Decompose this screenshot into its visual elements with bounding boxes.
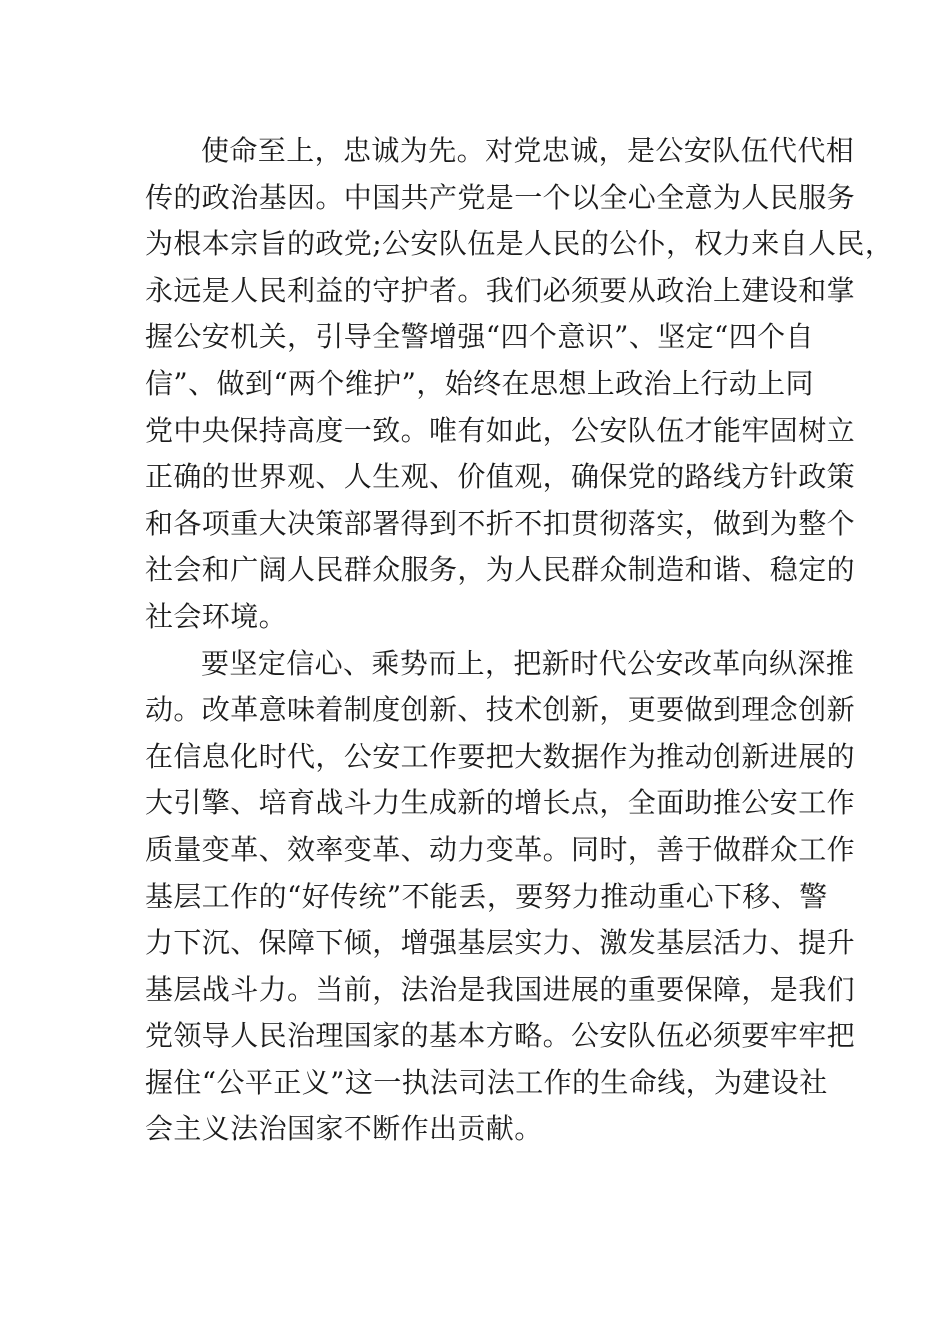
paragraph-line: 要坚定信心、乘势而上，把新时代公安改革向纵深推 bbox=[201, 646, 855, 680]
paragraph-line: 大引擎、培育战斗力生成新的增长点，全面助推公安工作 bbox=[145, 786, 856, 820]
paragraph-line: 正确的世界观、人生观、价值观，确保党的路线方针政策 bbox=[145, 460, 856, 494]
paragraph-line: 信”、做到“两个维护”，始终在思想上政治上行动上同 bbox=[145, 366, 814, 400]
paragraph-line: 握住“公平正义”这一执法司法工作的生命线，为建设社 bbox=[145, 1065, 828, 1099]
paragraph-line: 力下沉、保障下倾，增强基层实力、激发基层活力、提升 bbox=[145, 926, 856, 960]
paragraph-line: 党中央保持高度一致。唯有如此，公安队伍才能牢固树立 bbox=[145, 413, 856, 447]
paragraph-line: 基层战斗力。当前，法治是我国进展的重要保障，是我们 bbox=[145, 972, 856, 1006]
paragraph-line: 动。改革意味着制度创新、技术创新，更要做到理念创新 bbox=[145, 693, 856, 727]
paragraph-line: 社会和广阔人民群众服务，为人民群众制造和谐、稳定的 bbox=[145, 553, 856, 587]
paragraph-loyalty bbox=[145, 128, 894, 641]
paragraph-line: 基层工作的“好传统”不能丢，要努力推动重心下移、警 bbox=[145, 879, 828, 913]
paragraph-line: 永远是人民利益的守护者。我们必须要从政治上建设和掌 bbox=[145, 273, 856, 307]
document-body bbox=[145, 128, 894, 1153]
paragraph-line: 和各项重大决策部署得到不折不扣贯彻落实，做到为整个 bbox=[145, 506, 856, 540]
paragraph-line: 传的政治基因。中国共产党是一个以全心全意为人民服务 bbox=[145, 180, 856, 214]
paragraph-line: 社会环境。 bbox=[145, 599, 288, 633]
paragraph-line: 在信息化时代，公安工作要把大数据作为推动创新进展的 bbox=[145, 739, 856, 773]
paragraph-reform bbox=[145, 641, 856, 1154]
paragraph-line: 党领导人民治理国家的基本方略。公安队伍必须要牢牢把 bbox=[145, 1019, 856, 1053]
paragraph-line: 为根本宗旨的政党;公安队伍是人民的公仆，权力来自人民， bbox=[145, 227, 894, 261]
paragraph-line: 会主义法治国家不断作出贡献。 bbox=[145, 1112, 543, 1146]
paragraph-line: 质量变革、效率变革、动力变革。同时，善于做群众工作 bbox=[145, 832, 856, 866]
paragraph-line: 使命至上，忠诚为先。对党忠诚，是公安队伍代代相 bbox=[201, 134, 855, 167]
paragraph-line: 握公安机关，引导全警增强“四个意识”、坚定“四个自 bbox=[145, 320, 814, 354]
